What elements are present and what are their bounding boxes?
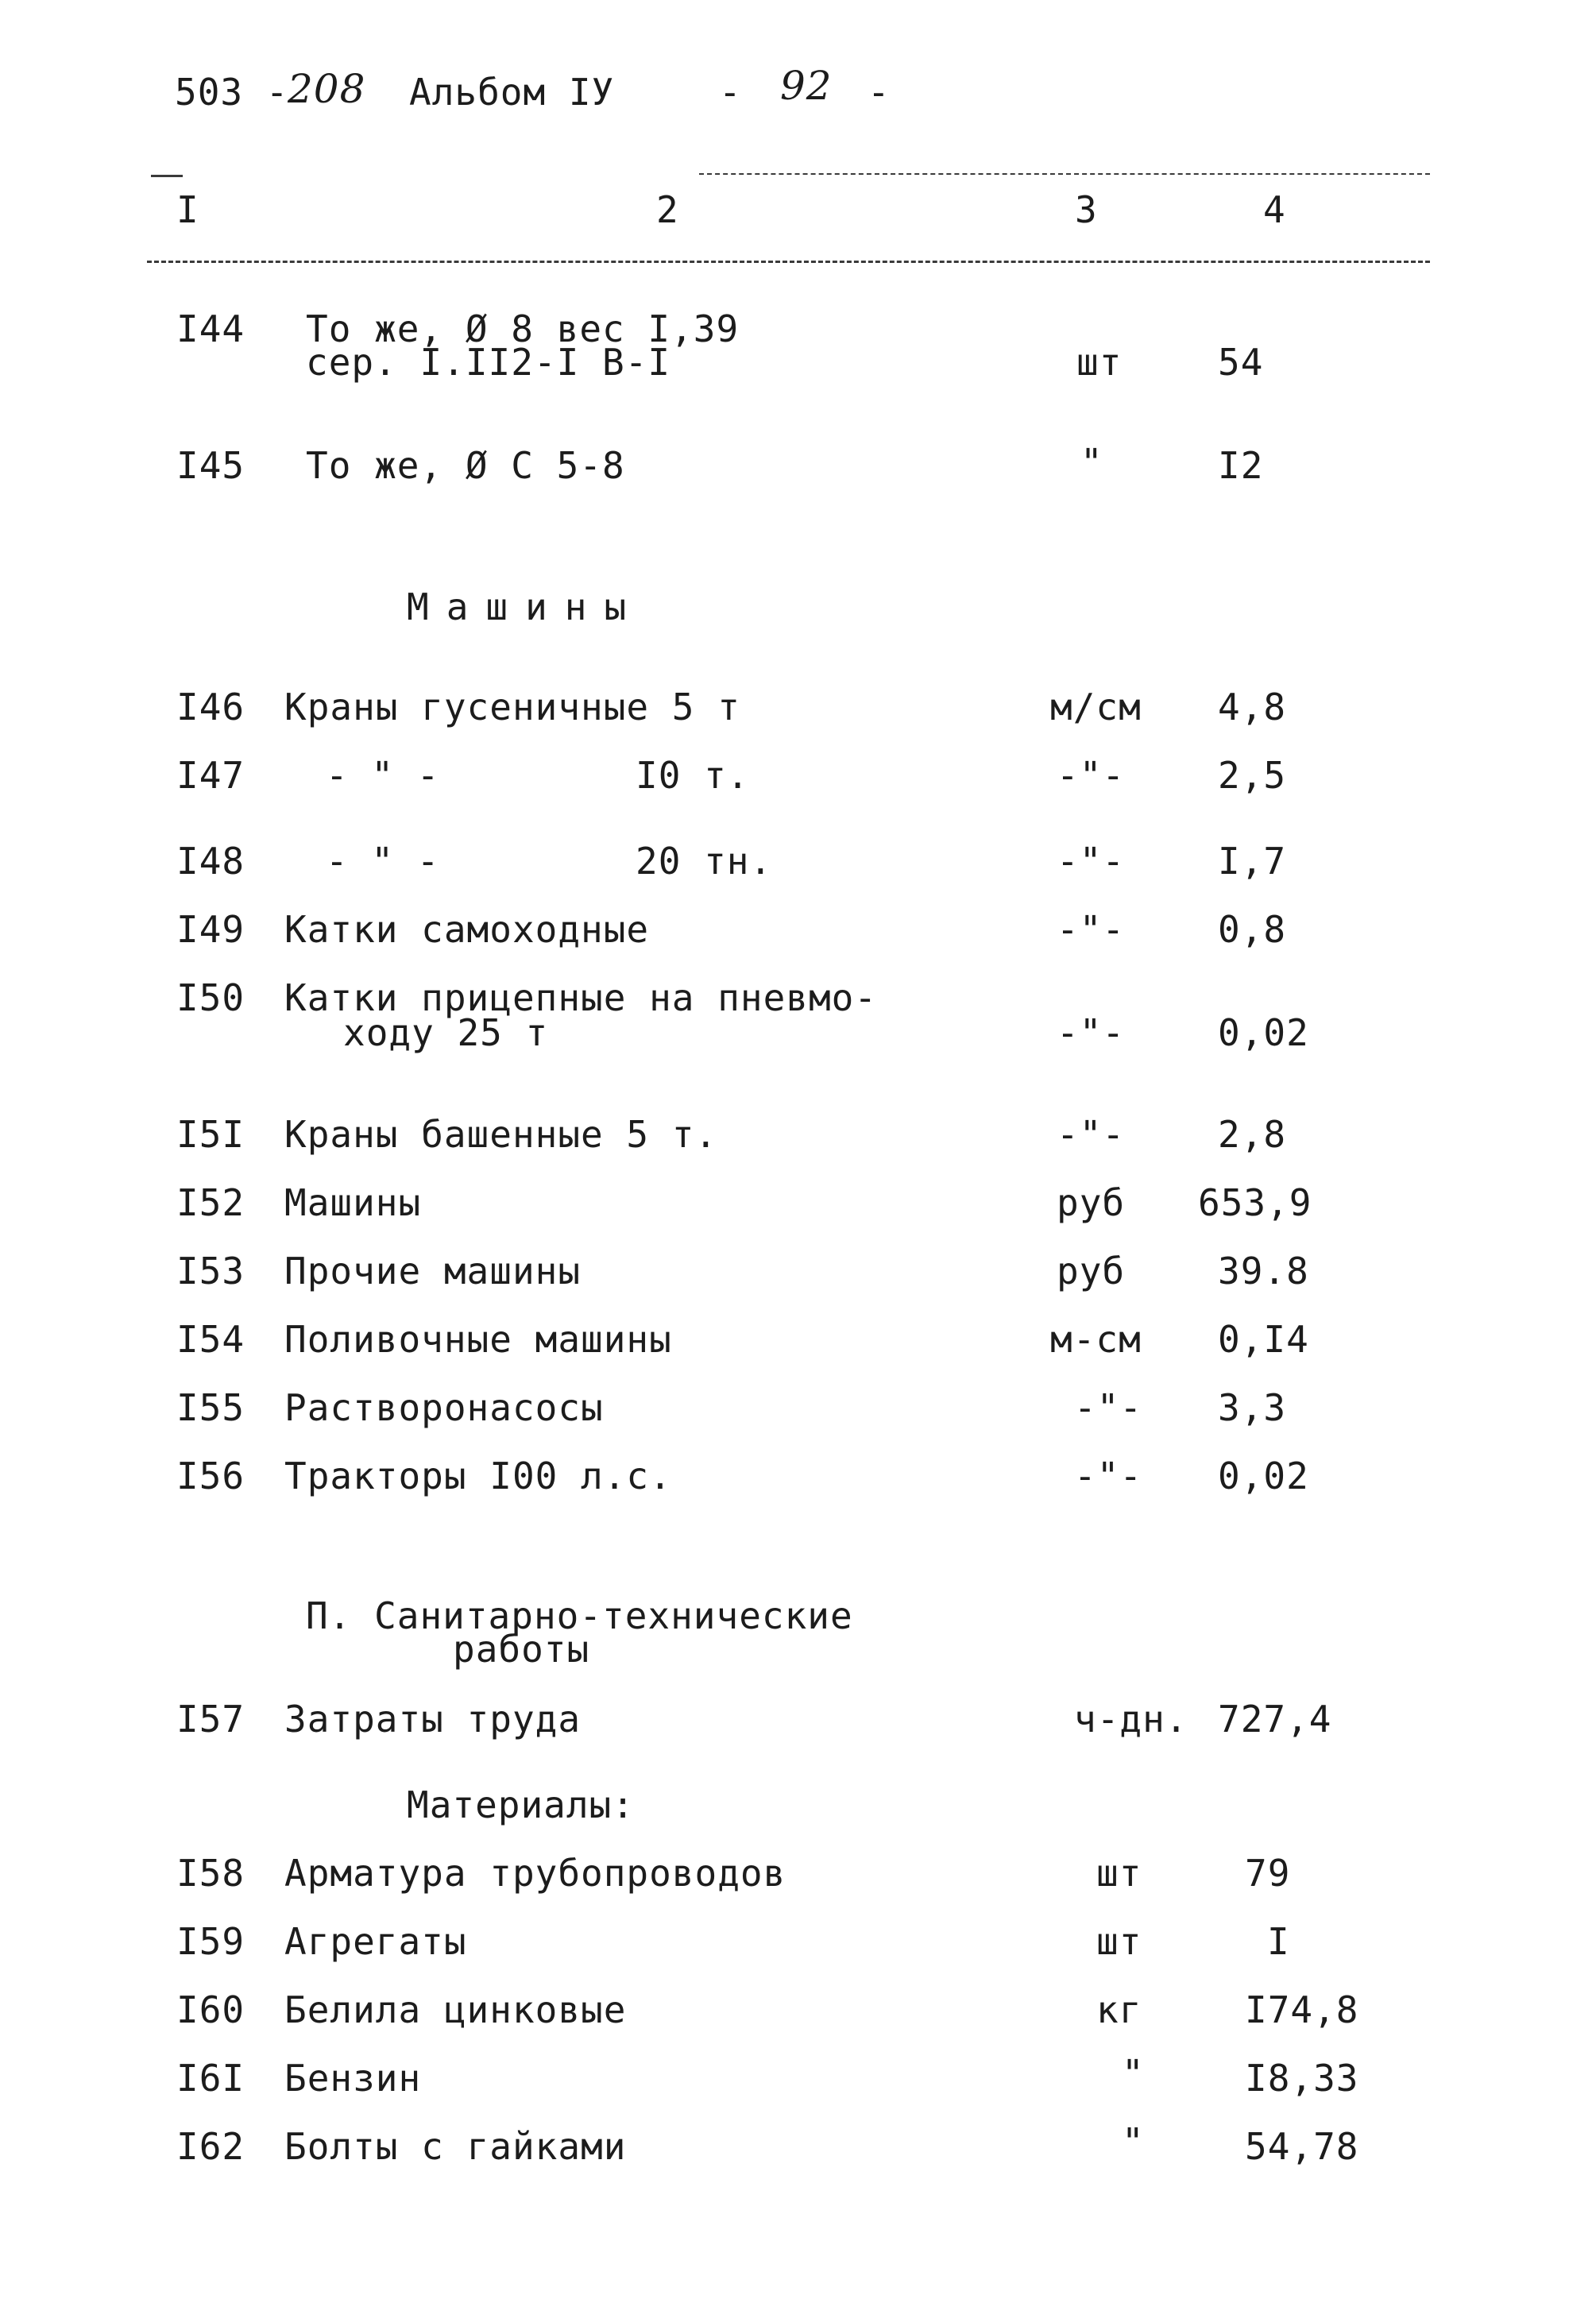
row-number: I60 xyxy=(176,1988,245,2031)
row-subtext: 20 тн. xyxy=(636,840,773,883)
row-unit: кг xyxy=(1096,1988,1142,2031)
row-text: Прочие машины xyxy=(284,1250,582,1292)
row-number: I58 xyxy=(176,1852,245,1895)
row-quantity: 0,8 xyxy=(1218,908,1287,951)
row-text: Машины xyxy=(284,1181,422,1224)
row-text: Краны гусеничные 5 т xyxy=(284,686,740,728)
column-header-2: 2 xyxy=(656,188,679,231)
row-unit: руб xyxy=(1057,1250,1126,1292)
row-number: I62 xyxy=(176,2125,245,2168)
row-text: Болты с гайками xyxy=(284,2125,627,2168)
row-number: I54 xyxy=(176,1318,245,1361)
row-text-continued: ходу 25 т xyxy=(343,1011,549,1054)
row-text: Краны башенные 5 т. xyxy=(284,1113,718,1156)
row-number: I56 xyxy=(176,1455,245,1497)
row-text: Белила цинковые xyxy=(284,1988,627,2031)
row-number: I47 xyxy=(176,754,245,797)
row-text: Поливочные машины xyxy=(284,1318,672,1361)
row-unit: -"- xyxy=(1074,1455,1143,1497)
row-text: Тракторы I00 л.с. xyxy=(284,1455,672,1497)
table-header-rule xyxy=(147,261,1430,263)
doc-number: 503 - xyxy=(175,71,289,114)
row-unit: " xyxy=(1122,2120,1145,2163)
row-number: I49 xyxy=(176,908,245,951)
row-text: Затраты труда xyxy=(284,1698,582,1741)
handwritten-doc-number: 208 xyxy=(288,66,366,112)
row-unit: руб xyxy=(1057,1181,1126,1224)
row-number: I52 xyxy=(176,1181,245,1224)
row-unit: шт xyxy=(1076,341,1123,384)
row-quantity: 2,8 xyxy=(1218,1113,1287,1156)
row-text-continued: сер. I.II2-I В-I xyxy=(306,341,671,384)
row-quantity: I,7 xyxy=(1218,840,1287,883)
row-text: То же, Ø 8 вес I,39 xyxy=(306,307,740,350)
row-quantity: 39.8 xyxy=(1218,1250,1309,1292)
row-quantity: 0,02 xyxy=(1218,1011,1309,1054)
row-quantity: 0,02 xyxy=(1218,1455,1309,1497)
row-unit: ч-дн. xyxy=(1074,1698,1188,1741)
row-text: Катки самоходные xyxy=(284,908,650,951)
row-ditto: - " - xyxy=(326,840,440,883)
row-number: I50 xyxy=(176,976,245,1019)
row-unit: м-см xyxy=(1050,1318,1142,1361)
row-quantity: I xyxy=(1267,1920,1290,1963)
row-unit: -"- xyxy=(1057,1113,1126,1156)
row-unit: шт xyxy=(1096,1920,1142,1963)
column-header-1: I xyxy=(176,188,199,231)
row-text: То же, Ø С 5-8 xyxy=(306,444,625,487)
row-quantity: 54 xyxy=(1218,341,1264,384)
row-unit: шт xyxy=(1096,1852,1142,1895)
row-quantity: 79 xyxy=(1245,1852,1291,1895)
row-ditto: - " - xyxy=(326,754,440,797)
row-number: I6I xyxy=(176,2057,245,2100)
row-text: Катки прицепные на пневмо- xyxy=(284,976,878,1019)
section-heading-sanitary: П. Санитарно-технические xyxy=(306,1594,853,1637)
row-text: Бензин xyxy=(284,2057,422,2100)
section-heading-sanitary-continued: работы xyxy=(453,1628,590,1671)
row-quantity: 54,78 xyxy=(1245,2125,1359,2168)
page-dash-left: - xyxy=(719,71,742,114)
column-header-4: 4 xyxy=(1263,188,1286,231)
row-unit: м/см xyxy=(1050,686,1142,728)
row-quantity: 4,8 xyxy=(1218,686,1287,728)
row-quantity: I74,8 xyxy=(1245,1988,1359,2031)
page-number: 92 xyxy=(780,63,833,109)
row-unit: " xyxy=(1122,2052,1145,2095)
row-quantity: 3,3 xyxy=(1218,1386,1287,1429)
row-number: I5I xyxy=(176,1113,245,1156)
table-top-rule xyxy=(699,173,1430,175)
page-dash-right: - xyxy=(868,71,891,114)
row-quantity: 653,9 xyxy=(1198,1181,1312,1224)
table-top-rule-tick xyxy=(151,175,183,177)
row-number: I44 xyxy=(176,307,245,350)
row-number: I48 xyxy=(176,840,245,883)
column-header-3: 3 xyxy=(1075,188,1098,231)
section-heading-machines: Машины xyxy=(407,585,644,628)
row-unit: " xyxy=(1080,441,1103,484)
row-unit: -"- xyxy=(1057,840,1126,883)
row-quantity: 727,4 xyxy=(1218,1698,1332,1741)
row-unit: -"- xyxy=(1074,1386,1143,1429)
row-number: I57 xyxy=(176,1698,245,1741)
row-quantity: 0,I4 xyxy=(1218,1318,1309,1361)
row-text: Агрегаты xyxy=(284,1920,467,1963)
row-unit: -"- xyxy=(1057,754,1126,797)
materials-heading: Материалы: xyxy=(407,1783,635,1826)
row-unit: -"- xyxy=(1057,1011,1126,1054)
album-label: Альбом IУ xyxy=(409,71,615,114)
row-number: I46 xyxy=(176,686,245,728)
row-number: I45 xyxy=(176,444,245,487)
row-number: I59 xyxy=(176,1920,245,1963)
row-number: I53 xyxy=(176,1250,245,1292)
row-text: Арматура трубопроводов xyxy=(284,1852,786,1895)
row-number: I55 xyxy=(176,1386,245,1429)
row-quantity: I8,33 xyxy=(1245,2057,1359,2100)
row-unit: -"- xyxy=(1057,908,1126,951)
row-quantity: I2 xyxy=(1218,444,1264,487)
row-subtext: I0 т. xyxy=(636,754,750,797)
row-text: Растворонасосы xyxy=(284,1386,604,1429)
row-quantity: 2,5 xyxy=(1218,754,1287,797)
